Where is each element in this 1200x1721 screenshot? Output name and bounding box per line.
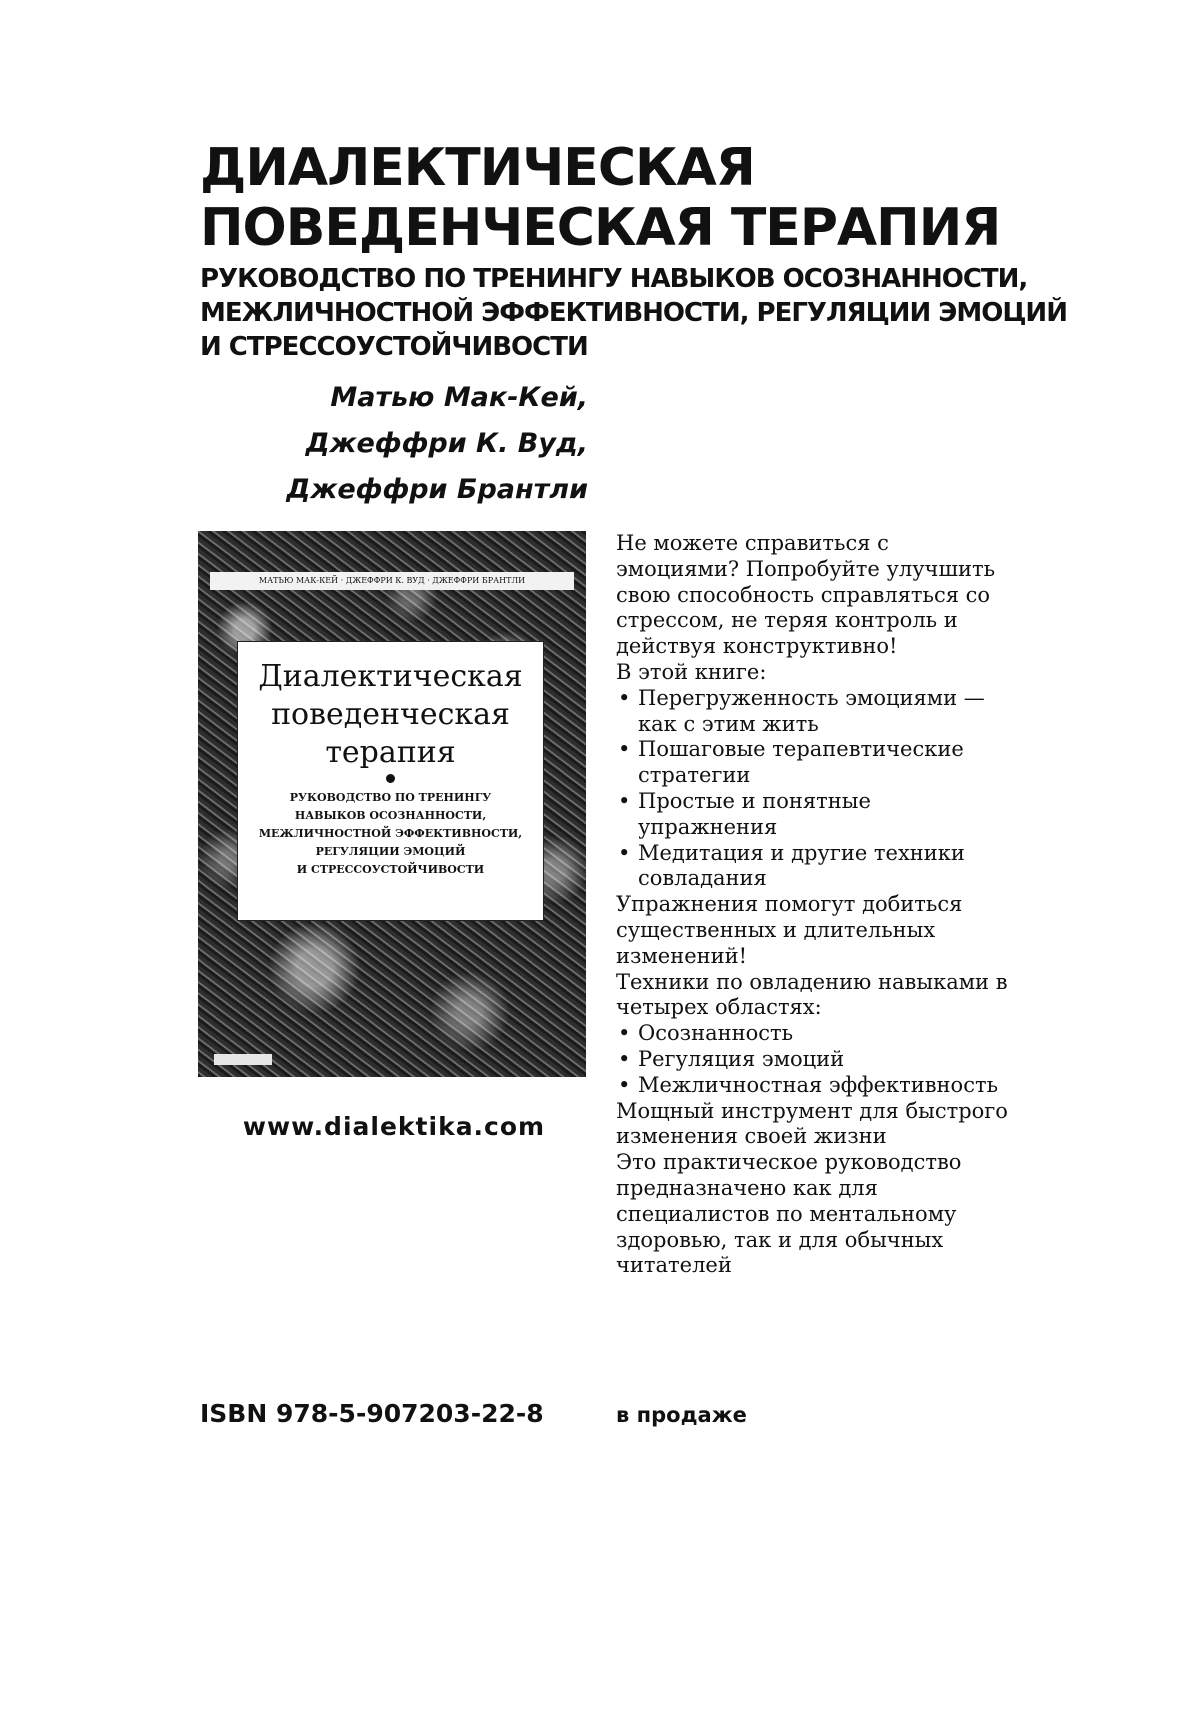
availability-label: в продаже	[616, 1403, 747, 1427]
cover-subtitle-line-2: НАВЫКОВ ОСОЗНАННОСТИ,	[294, 809, 487, 822]
cover-dot-ornament	[386, 774, 395, 783]
list-item-text: Простые и понятные упражнения	[638, 788, 871, 839]
authors	[200, 375, 588, 513]
blurb-list1-heading: В этой книге:	[616, 659, 767, 684]
list-item	[616, 1047, 1016, 1073]
isbn: ISBN 978-5-907203-22-8	[200, 1399, 544, 1428]
list-item-text: Регуляция эмоций	[638, 1046, 845, 1071]
bullet-icon: •	[618, 840, 631, 865]
blurb-para-4: Это практическое руководство предназначено как для специалистов по ментальному здоровью, так и для обычных читателей	[616, 1150, 962, 1278]
book-title-line-2: ПОВЕДЕНЧЕСКАЯ ТЕРАПИЯ	[200, 198, 1001, 258]
list-item-text: Перегруженность эмоциями — как с этим жить	[638, 685, 985, 736]
blurb-para-2: Упражнения помогут добиться существенных и длительных изменений!	[616, 892, 963, 968]
bullet-icon: •	[618, 1046, 631, 1071]
blurb-para-3: Мощный инструмент для быстрого изменения своей жизни	[616, 1098, 1008, 1149]
book-subtitle-line-1: РУКОВОДСТВО ПО ТРЕНИНГУ НАВЫКОВ ОСОЗНАННОСТИ,	[200, 264, 1028, 294]
list-item-text: Межличностная эффективность	[638, 1072, 999, 1097]
book-cover-image	[198, 531, 586, 1077]
blurb-list2-heading: Техники по овладению навыками в четырех областях:	[616, 969, 1008, 1020]
bullet-icon: •	[618, 1021, 631, 1046]
publisher-website[interactable]: www.dialektika.com	[242, 1112, 546, 1141]
book-title-line-1: ДИАЛЕКТИЧЕСКАЯ	[200, 138, 755, 198]
book-description	[616, 531, 1016, 1279]
author-1: Матью Мак-Кей,	[330, 382, 588, 413]
list-item-text: Осознанность	[638, 1021, 794, 1046]
author-2: Джеффри К. Вуд,	[305, 428, 588, 459]
book-subtitle-line-2: МЕЖЛИЧНОСТНОЙ ЭФФЕКТИВНОСТИ, РЕГУЛЯЦИИ ЭМОЦИЙ	[200, 298, 1067, 328]
list-item	[616, 686, 1016, 738]
list-item	[616, 737, 1016, 789]
publisher-logo	[214, 1054, 272, 1065]
cover-title-panel	[237, 641, 544, 921]
features-list	[616, 686, 1016, 892]
book-title	[200, 138, 1100, 258]
bullet-icon: •	[618, 788, 631, 813]
cover-subtitle	[238, 789, 543, 879]
bullet-icon: •	[618, 737, 631, 762]
bullet-icon: •	[618, 685, 631, 710]
list-item-text: Медитация и другие техники совладания	[638, 840, 965, 891]
list-item	[616, 789, 1016, 841]
cover-title	[238, 658, 543, 772]
list-item-text: Пошаговые терапевтические стратегии	[638, 737, 964, 788]
cover-subtitle-line-1: РУКОВОДСТВО ПО ТРЕНИНГУ	[289, 791, 492, 804]
list-item	[616, 841, 1016, 893]
cover-title-line-3: терапия	[325, 735, 456, 770]
book-subtitle	[200, 262, 1160, 364]
bullet-icon: •	[618, 1072, 631, 1097]
cover-authors-line: МАТЬЮ МАК-КЕЙ · ДЖЕФФРИ К. ВУД · ДЖЕФФРИ БРАНТЛИ	[210, 572, 574, 590]
list-item	[616, 1021, 1016, 1047]
cover-subtitle-line-5: И СТРЕССОУСТОЙЧИВОСТИ	[296, 863, 485, 876]
blurb-intro: Не можете справиться с эмоциями? Попробуйте улучшить свою способность справляться со стрессом, не теряя контроль и действуя конструктивно!	[616, 531, 996, 659]
list-item	[616, 1073, 1016, 1099]
cover-title-line-2: поведенческая	[271, 697, 510, 732]
cover-subtitle-line-3: МЕЖЛИЧНОСТНОЙ ЭФФЕКТИВНОСТИ,	[258, 827, 523, 840]
author-3: Джеффри Брантли	[286, 474, 588, 505]
book-subtitle-line-3: И СТРЕССОУСТОЙЧИВОСТИ	[200, 332, 588, 362]
cover-title-line-1: Диалектическая	[258, 659, 523, 694]
skills-list	[616, 1021, 1016, 1098]
cover-subtitle-line-4: РЕГУЛЯЦИИ ЭМОЦИЙ	[315, 845, 466, 858]
